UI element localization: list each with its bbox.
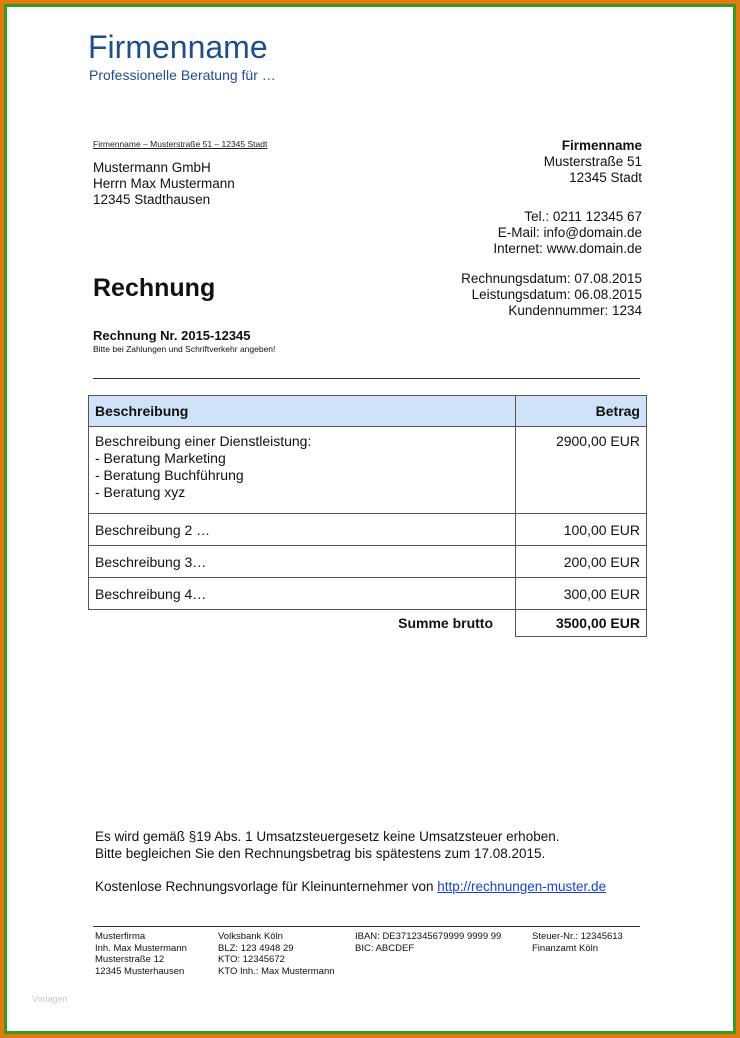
item-amount: 100,00 EUR	[516, 514, 647, 546]
footer-line: KTO Inh.: Max Mustermann	[218, 965, 335, 977]
invoice-notes	[95, 829, 606, 896]
item-description: Beschreibung 3…	[89, 546, 516, 578]
customer-number: Kundennummer: 1234	[508, 303, 642, 318]
item-description	[89, 427, 516, 514]
sender-contact-block	[493, 138, 642, 257]
footer-line: Musterstraße 12	[95, 954, 165, 965]
template-note-text: Kostenlose Rechnungsvorlage für Kleinunternehmer von	[95, 879, 438, 894]
recipient-address	[93, 160, 235, 208]
company-name: Firmenname	[88, 29, 268, 65]
table-sum-row	[89, 610, 647, 637]
footer-line: IBAN: DE3712345679999 9999 99	[355, 931, 502, 942]
invoice-number-hint: Bitte bei Zahlungen und Schriftverkehr angeben!	[93, 344, 276, 354]
footer-line: BIC: ABCDEF	[355, 942, 415, 954]
contact-internet: Internet: www.domain.de	[493, 241, 642, 256]
recipient-line: 12345 Stadthausen	[93, 192, 211, 207]
item-amount: 300,00 EUR	[516, 578, 647, 610]
table-row	[89, 514, 647, 546]
sender-address-line: Firmenname – Musterstraße 51 – 12345 Stadt	[93, 139, 268, 149]
footer-line: 12345 Musterhausen	[95, 965, 185, 977]
footer-company-column	[95, 931, 187, 977]
divider-line	[93, 378, 640, 379]
invoice-date: Rechnungsdatum: 07.08.2015	[461, 271, 642, 286]
recipient-line: Herrn Max Mustermann	[93, 176, 235, 191]
payment-note: Bitte begleichen Sie den Rechnungsbetrag bis spätestens zum 17.08.2015.	[95, 845, 546, 861]
item-description: Beschreibung 4…	[89, 578, 516, 610]
item-description: Beschreibung 2 …	[89, 514, 516, 546]
column-header-amount: Betrag	[516, 396, 647, 427]
item-amount: 200,00 EUR	[516, 546, 647, 578]
footer-line: Steuer-Nr.: 12345613	[532, 931, 623, 942]
contact-email: E-Mail: info@domain.de	[497, 225, 642, 240]
footer-tax-column	[532, 931, 623, 954]
footer-line: Inh. Max Mustermann	[95, 942, 187, 954]
invoice-number: Rechnung Nr. 2015-12345	[93, 328, 251, 343]
table-row	[89, 546, 647, 578]
footer-iban-column	[355, 931, 501, 954]
template-note	[95, 879, 606, 896]
footer-line: Volksbank Köln	[218, 931, 283, 942]
contact-phone: Tel.: 0211 12345 67	[524, 209, 642, 224]
footer-line: Finanzamt Köln	[532, 942, 599, 954]
tax-note: Es wird gemäß §19 Abs. 1 Umsatzsteuergesetz keine Umsatzsteuer erhoben.	[95, 829, 560, 844]
table-row	[89, 578, 647, 610]
sum-label: Summe brutto	[398, 615, 493, 632]
footer-bank-column	[218, 931, 335, 977]
footer-line: KTO: 12345672	[218, 954, 285, 965]
invoice-items-table	[88, 395, 647, 637]
description-line: Beschreibung einer Dienstleistung:	[95, 433, 312, 449]
table-row	[89, 427, 647, 514]
item-amount: 2900,00 EUR	[516, 427, 647, 514]
contact-city: 12345 Stadt	[569, 170, 642, 185]
contact-street: Musterstraße 51	[543, 154, 642, 169]
footer-line: Musterfirma	[95, 931, 146, 942]
document-title: Rechnung	[93, 274, 216, 302]
description-line: - Beratung Marketing	[95, 450, 226, 466]
column-header-description: Beschreibung	[89, 396, 516, 427]
footer-divider	[93, 926, 640, 927]
service-date: Leistungsdatum: 06.08.2015	[471, 287, 642, 302]
table-header-row	[89, 396, 647, 427]
description-line: - Beratung xyz	[95, 484, 186, 500]
sum-value: 3500,00 EUR	[516, 610, 647, 637]
recipient-line: Mustermann GmbH	[93, 160, 211, 175]
invoice-dates	[461, 271, 642, 319]
description-line: - Beratung Buchführung	[95, 467, 244, 483]
company-tagline: Professionelle Beratung für …	[89, 67, 276, 83]
watermark-text: Vorlagen	[32, 994, 68, 1004]
footer-line: BLZ: 123 4948 29	[218, 942, 294, 954]
template-website-link[interactable]: http://rechnungen-muster.de	[437, 879, 607, 894]
contact-company-name: Firmenname	[561, 138, 642, 153]
